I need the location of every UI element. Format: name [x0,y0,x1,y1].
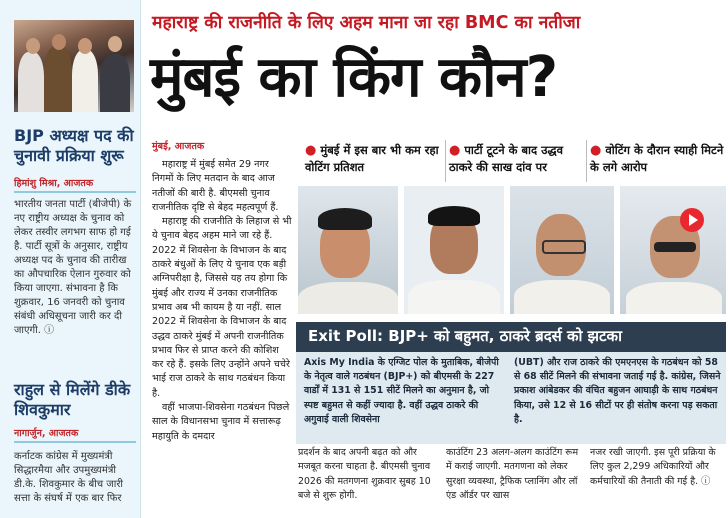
exit-poll-text-right: (UBT) और राज ठाकरे की एमएनएस के गठबंधन को 58 से 68 सीटें मिलने की संभावना जताई गई है. कांग्रेस, जिसने प्रकाश आंबेडकर की वंचित बहुजन आघाड़ी के साथ गठबंधन किया, उसे 12 से 16 सीटों पर ही संतोष करना पड़ सकता है. [514,357,721,425]
article-column-4 [590,446,724,489]
paragraph: वहीं भाजपा-शिवसेना गठबंधन पिछले साल के विधानसभा चुनाव में सत्तारूढ़ महायुति के दमदार [152,402,290,442]
left-story1-body-text: भारतीय जनता पार्टी (बीजेपी) के नए राष्ट्रीय अध्यक्ष के चुनाव को लेकर तस्वीर लगभग साफ हो गई है. पार्टी सूत्रों के अनुसार, राष्ट्रीय अध्यक्ष पद के चुनाव की तारीख का औपचारिक ऐलान गुरुवार को किया जाएगा. संभावना है कि शुक्रवार, 16 जनवरी को चुनाव संबंधी अधिसूचना जारी कर दी जाएगी. [14,199,132,336]
paragraph: महाराष्ट्र की राजनीति के लिहाज से भी ये चुनाव बेहद अहम माने जा रहे हैं. 2022 में शिवसेना के विभाजन के बाद ठाकरे बंधुओं के लिए ये चुनाव एक बड़ी अग्निपरीक्षा है, जिससे यह तय होगा कि मुंबई और राज्य में उनका राजनीतिक प्रभाव अब भी कायम है या नहीं. साल 2022 में शिवसेना के विभाजन के बाद उद्धव ठाकरे मुंबई में अपनी राजनीतिक प्रभाव फिर से प्राप्त करने की कोशिश कर रहे हैं. इसके लिए उन्होंने अपने चचेरे भाई राज ठाकरे के साथ गठबंधन किया है. [152,216,292,399]
info-circle-icon[interactable]: ⓘ [44,325,55,336]
divider [586,140,587,182]
article-column-1 [152,158,292,444]
portrait-photo-3 [510,186,614,314]
bullet-dot-icon: ● [305,143,317,158]
portrait-photo-2 [404,186,504,314]
article-column-4-text: नजर रखी जाएगी. इस पूरी प्रक्रिया के लिए कुल 2,299 अधिकारियों और कर्मचारियों की तैनाती की गई है. [590,447,716,487]
bullet-dot-icon: ● [590,143,602,158]
bullet-dot-icon: ● [449,143,461,158]
kicker: महाराष्ट्र की राजनीति के लिए अहम माना जा रहा BMC का नतीजा [152,13,581,33]
article-column-2: प्रदर्शन के बाद अपनी बढ़त को और मजबूत करना चाहता है. बीएमसी चुनाव 2026 की मतगणना शुक्रवार सुबह 10 बजे से शुरू होगी. [298,447,431,501]
play-icon[interactable] [680,208,704,232]
main-headline[interactable]: मुंबई का किंग कौन? [150,45,558,110]
left-story2-headline[interactable]: राहुल से मिलेंगे डीके शिवकुमार [14,380,131,419]
bullet-point [449,142,587,176]
left-story1-byline: हिमांशु मिश्रा, आजतक [14,178,94,189]
divider [14,191,136,193]
portrait-photo-1 [298,186,398,314]
article-column-3: काउंटिंग 23 अलग-अलग काउंटिंग रूम में कराई जाएगी. मतगणना को लेकर सुरक्षा व्यवस्था, ट्रैफिक प्लानिंग और लॉ एंड ऑर्डर पर खास [446,447,579,501]
left-story1-headline[interactable]: BJP अध्यक्ष पद की चुनावी प्रक्रिया शुरू [14,126,134,165]
bullet-text: मुंबई में इस बार भी कम रहा वोटिंग प्रतिशत [305,143,439,174]
portrait-photo-4 [620,186,726,314]
left-story2-byline: नागार्जुन, आजतक [14,428,79,439]
paragraph: महाराष्ट्र में मुंबई समेत 29 नगर निगमों के लिए मतदान के बाद आज नतीजों की बारी है. बीएमसी चुनाव राजनीतिक दृष्टि से बेहद महत्वपूर्ण हैं. [152,159,279,213]
bullet-point [305,142,443,176]
bullet-text: वोटिंग के दौरान स्याही मिटने के लगे आरोप [590,143,724,174]
dateline: मुंबई, आजतक [152,141,205,152]
left-story1-body [14,198,138,338]
left-story2-body: कर्नाटक कांग्रेस में मुख्यमंत्री सिद्धारमैया और उपमुख्यमंत्री डी.के. शिवकुमार के बीच जारी सत्ता के संघर्ष में एक बार फिर [14,451,124,504]
bullet-text: पार्टी टूटने के बाद उद्धव ठाकरे की साख दांव पर [449,143,564,174]
exit-poll-title[interactable]: Exit Poll: BJP+ को बहुमत, ठाकरे ब्रदर्स को झटका [308,327,622,345]
info-circle-icon[interactable]: ⓘ [701,475,711,487]
bullet-point [590,142,726,176]
exit-poll-text-left: Axis My India के एग्जिट पोल के मुताबिक, बीजेपी के नेतृत्व वाले गठबंधन (BJP+) को बीएमसी के 227 वार्डों में 131 से 151 सीटें मिलने का अनुमान है, जो स्पष्ट बहुमत से कहीं ज्यादा है. वहीं उद्धव ठाकरे की अगुवाई वाली शिवसेना [304,357,499,425]
bjp-leaders-photo [14,20,134,112]
divider [445,140,446,182]
divider [14,441,136,443]
